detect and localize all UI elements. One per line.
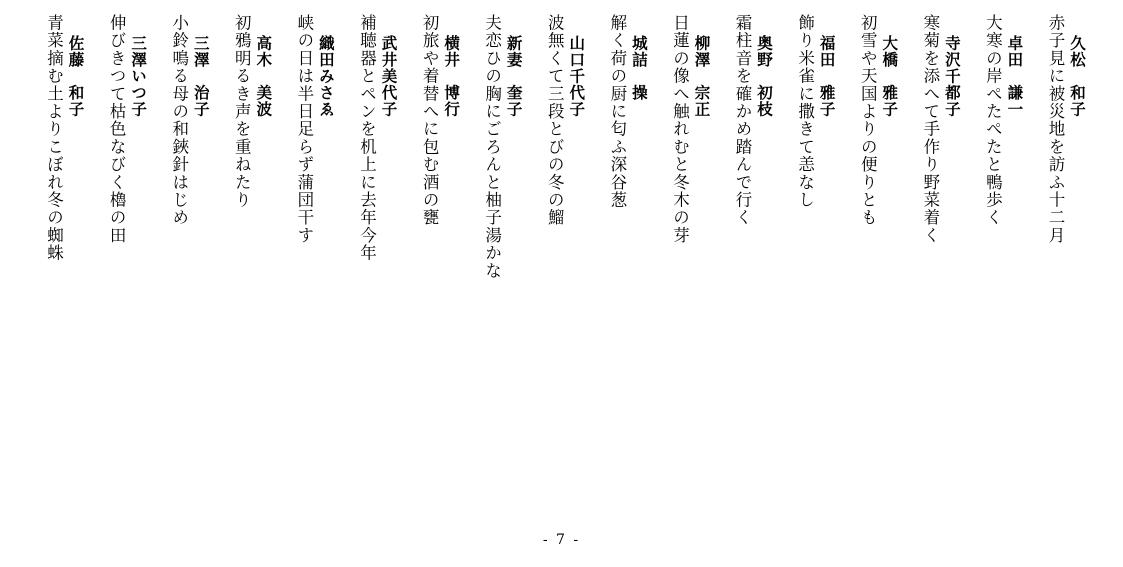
author-name: 山口千代子: [567, 35, 586, 118]
haiku-text: 初雪や天国よりの便りとも: [858, 14, 878, 227]
author-name: 三澤 治子: [191, 35, 210, 118]
haiku-entry: [774, 12, 837, 312]
author-name: 城詰 操: [629, 35, 648, 101]
haiku-text: 初鴉明るき声を重ねたり: [232, 14, 252, 209]
haiku-columns: [23, 12, 1087, 312]
haiku-text: 赤子見に被災地を訪ふ十二月: [1046, 14, 1065, 245]
haiku-text: 補聴器とペンを机上に去年今年: [357, 14, 377, 262]
haiku-entry: [524, 12, 587, 312]
haiku-text: 大寒の岸ぺたぺたと鴨歩く: [983, 14, 1003, 227]
haiku-text: 波無くて三段とびの冬の鰡: [545, 14, 565, 227]
haiku-entry: [962, 12, 1025, 312]
author-name: 柳澤 宗正: [692, 35, 711, 118]
haiku-text: 寒菊を添へて手作り野菜着く: [920, 14, 940, 245]
author-name: 久松 和子: [1068, 35, 1086, 118]
author-name: 横井 博行: [442, 35, 461, 118]
haiku-text: 伸びきつて枯色なびく櫓の田: [107, 14, 127, 245]
haiku-entry: [211, 12, 274, 312]
haiku-entry: [586, 12, 649, 312]
haiku-entry: [86, 12, 149, 312]
haiku-text: 小鈴鳴る母の和鋏針はじめ: [169, 14, 189, 227]
haiku-text: 青菜摘む土よりこぼれ冬の蜘蛛: [44, 14, 64, 262]
author-name: 高木 美波: [254, 35, 273, 118]
haiku-text: 解く荷の厨に匂ふ深谷葱: [607, 14, 627, 209]
haiku-entry: [273, 12, 336, 312]
author-name: 新妻 奎子: [504, 35, 523, 118]
haiku-entry: [899, 12, 962, 312]
haiku-entry: [398, 12, 461, 312]
haiku-text: 夫恋ひの胸にごろんと柚子湯かな: [482, 14, 502, 280]
author-name: 佐藤 和子: [66, 35, 85, 118]
author-name: 三澤いつ子: [129, 35, 148, 118]
haiku-text: 峡の日は半日足らず蒲団干す: [294, 14, 314, 245]
author-name: 大橋 雅子: [880, 35, 899, 118]
haiku-entry: [1024, 12, 1087, 312]
haiku-entry: [649, 12, 712, 312]
haiku-entry: [837, 12, 900, 312]
author-name: 寺沢千都子: [942, 35, 961, 118]
author-name: 織田みさゑ: [316, 35, 335, 118]
author-name: 武井美代子: [379, 35, 398, 118]
author-name: 奥野 初枝: [755, 35, 774, 118]
page-number: - 7 -: [542, 532, 581, 548]
haiku-entry: [148, 12, 211, 312]
haiku-entry: [23, 12, 86, 312]
haiku-text: 初旅や着替へに包む酒の甕: [420, 14, 440, 227]
author-name: 卓田 謙一: [1005, 35, 1024, 118]
haiku-entry: [711, 12, 774, 312]
haiku-text: 飾り米雀に撒きて恙なし: [795, 14, 815, 209]
haiku-entry: [461, 12, 524, 312]
author-name: 福田 雅子: [817, 35, 836, 118]
haiku-text: 霜柱音を確かめ踏んで行く: [733, 14, 753, 227]
haiku-text: 日蓮の像へ触れむと冬木の芽: [670, 14, 690, 245]
haiku-entry: [336, 12, 399, 312]
